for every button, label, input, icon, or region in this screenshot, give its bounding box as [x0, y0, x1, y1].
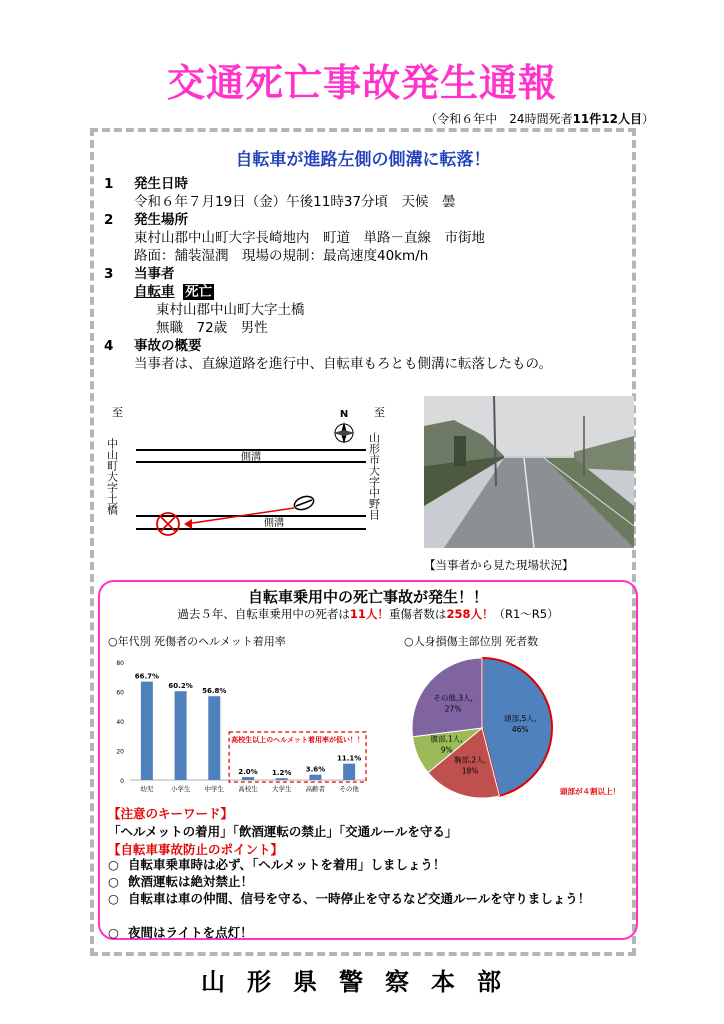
bicycle-icon — [293, 494, 316, 512]
point-item — [108, 924, 628, 941]
statistics-subtitle — [98, 606, 638, 622]
party-address: 東村山郡中山町大字土橋 — [156, 302, 305, 318]
slice-percent: 46% — [511, 725, 529, 735]
subtitle-prefix: （令和６年中 24時間死者 — [425, 112, 573, 126]
north-label: N — [339, 409, 349, 420]
bullet-icon: ○ — [108, 874, 119, 889]
section-datetime — [104, 175, 634, 211]
injured-total: 258人！ — [446, 607, 494, 621]
data-label: 3.6% — [305, 765, 326, 774]
left-place-label: 中山町大字土橋 — [105, 438, 119, 515]
slice-label: 腹部,1人, — [430, 734, 463, 744]
page-title: 交通死亡事故発生通報 — [166, 61, 557, 105]
ditch-label: 側溝 — [264, 518, 284, 529]
chart-annotation: 高校生以上のヘルメット着用率が低い！！ — [231, 736, 364, 744]
y-tick-label: 80 — [116, 660, 124, 667]
point-item — [108, 890, 628, 907]
data-label: 60.2% — [168, 682, 193, 691]
slice-label: 胸部,2人, — [454, 755, 487, 765]
statistics-title: 自転車乗用中の死亡事故が発生！！ — [247, 588, 488, 606]
points-heading: 【自転車事故防止のポイント】 — [108, 842, 284, 857]
bar — [343, 764, 355, 780]
point-text: 夜間はライトを点灯！ — [128, 925, 253, 940]
scene-photo — [424, 396, 634, 548]
stats-sub-suffix: （R1～R5） — [493, 607, 559, 621]
point-text: 自転車乗車時は必ず、「ヘルメットを着用」しましょう！ — [128, 857, 446, 872]
section-heading: 事故の概要 — [134, 338, 202, 354]
right-place-label: 山形市大字中野目 — [367, 432, 381, 520]
data-label: 66.7% — [134, 672, 160, 681]
keyword-text: 「ヘルメットの着用」「飲酒運転の禁止」「交通ルールを守る」 — [108, 824, 458, 839]
location-text: 東村山郡中山町大字長崎地内 町道 単路－直線 市街地 — [134, 230, 485, 246]
bar-chart-title: ○年代別 死傷者のヘルメット着用率 — [108, 635, 286, 648]
headline: 自転車が進路左側の側溝に転落！ — [235, 150, 491, 170]
bullet-icon: ○ — [108, 857, 119, 872]
summary-text: 当事者は、直線道路を進行中、自転車もろとも側溝に転落したもの。 — [134, 356, 552, 372]
right-dest-label: 至 — [374, 406, 385, 419]
bar — [309, 775, 321, 780]
helmet-rate-bar-chart — [104, 650, 372, 806]
pie-chart-title: ○人身損傷主部位別 死者数 — [404, 635, 539, 648]
x-tick-label: 高校生 — [238, 785, 258, 793]
y-tick-label: 60 — [116, 689, 124, 697]
section-heading: 発生日時 — [134, 176, 188, 192]
pie-annotation: 頭部が４割以上！ — [560, 787, 620, 796]
section-heading: 発生場所 — [134, 212, 188, 228]
x-tick-label: その他 — [339, 785, 359, 793]
y-tick-label: 0 — [120, 778, 124, 785]
bar — [175, 691, 187, 780]
bullet-icon: ○ — [108, 925, 119, 940]
bullet-icon: ○ — [108, 891, 119, 906]
section-heading: 当事者 — [134, 266, 175, 282]
death-total: 11人！ — [349, 607, 389, 621]
death-badge: 死亡 — [185, 284, 213, 300]
injury-part-pie-chart — [404, 652, 632, 804]
section-number: 2 — [104, 212, 114, 228]
keyword-heading: 【注意のキーワード】 — [108, 806, 234, 821]
bar — [141, 682, 153, 780]
y-tick-label: 20 — [116, 748, 124, 756]
section-party — [104, 265, 634, 337]
road-condition-text: 路面：舗装湿潤 現場の規制：最高速度40km/h — [134, 248, 429, 264]
party-detail: 無職 72歳 男性 — [156, 320, 268, 336]
section-summary — [104, 337, 634, 373]
subtitle-suffix: ） — [641, 112, 654, 126]
x-tick-label: 中学生 — [204, 785, 225, 793]
bar — [242, 777, 254, 780]
section-number: 1 — [104, 176, 114, 192]
slice-label: その他,3人, — [433, 693, 473, 703]
point-item — [108, 873, 628, 890]
point-text: 飲酒運転は絶対禁止！ — [128, 874, 254, 889]
data-label: 11.1% — [336, 754, 362, 763]
data-label: 2.0% — [238, 768, 258, 777]
accident-diagram — [104, 398, 404, 548]
stats-sub-prefix: 過去５年、自転車乗用中の死者は — [177, 607, 350, 621]
stats-sub-mid: 重傷者数は — [388, 607, 447, 621]
left-dest-label: 至 — [112, 406, 123, 419]
subtitle — [425, 110, 654, 127]
x-tick-label: 小学生 — [170, 785, 191, 793]
bar — [276, 778, 288, 780]
arrow-head — [184, 519, 192, 529]
section-number: 4 — [104, 338, 114, 354]
slice-label: 頭部,5人, — [504, 714, 537, 724]
section-number: 3 — [104, 266, 114, 282]
photo-caption: 【当事者から見た現場状況】 — [424, 558, 574, 572]
compass-icon — [333, 409, 355, 444]
datetime-text: 令和６年７月19日（金）午後11時37分頃 天候 曇 — [134, 194, 456, 210]
data-label: 1.2% — [272, 769, 292, 778]
footer-issuer: 山形県警察本部 — [201, 968, 523, 996]
point-text: 自転車は車の仲間、信号を守る、一時停止を守るなど交通ルールを守りましょう！ — [128, 891, 591, 906]
party-type: 自転車 — [134, 284, 175, 300]
y-tick-label: 40 — [116, 719, 124, 726]
fatality-count: 11件12人目 — [572, 112, 642, 126]
slice-percent: 27% — [444, 704, 462, 714]
bar — [208, 696, 220, 780]
data-label: 56.8% — [202, 687, 227, 696]
x-tick-label: 高齢者 — [305, 785, 326, 793]
point-item — [108, 856, 628, 873]
x-tick-label: 大学生 — [271, 785, 292, 793]
ditch-label: 側溝 — [241, 452, 261, 463]
x-tick-label: 幼児 — [140, 785, 154, 793]
slice-percent: 18% — [461, 766, 479, 776]
slice-percent: 9% — [440, 745, 453, 755]
section-location — [104, 211, 634, 265]
